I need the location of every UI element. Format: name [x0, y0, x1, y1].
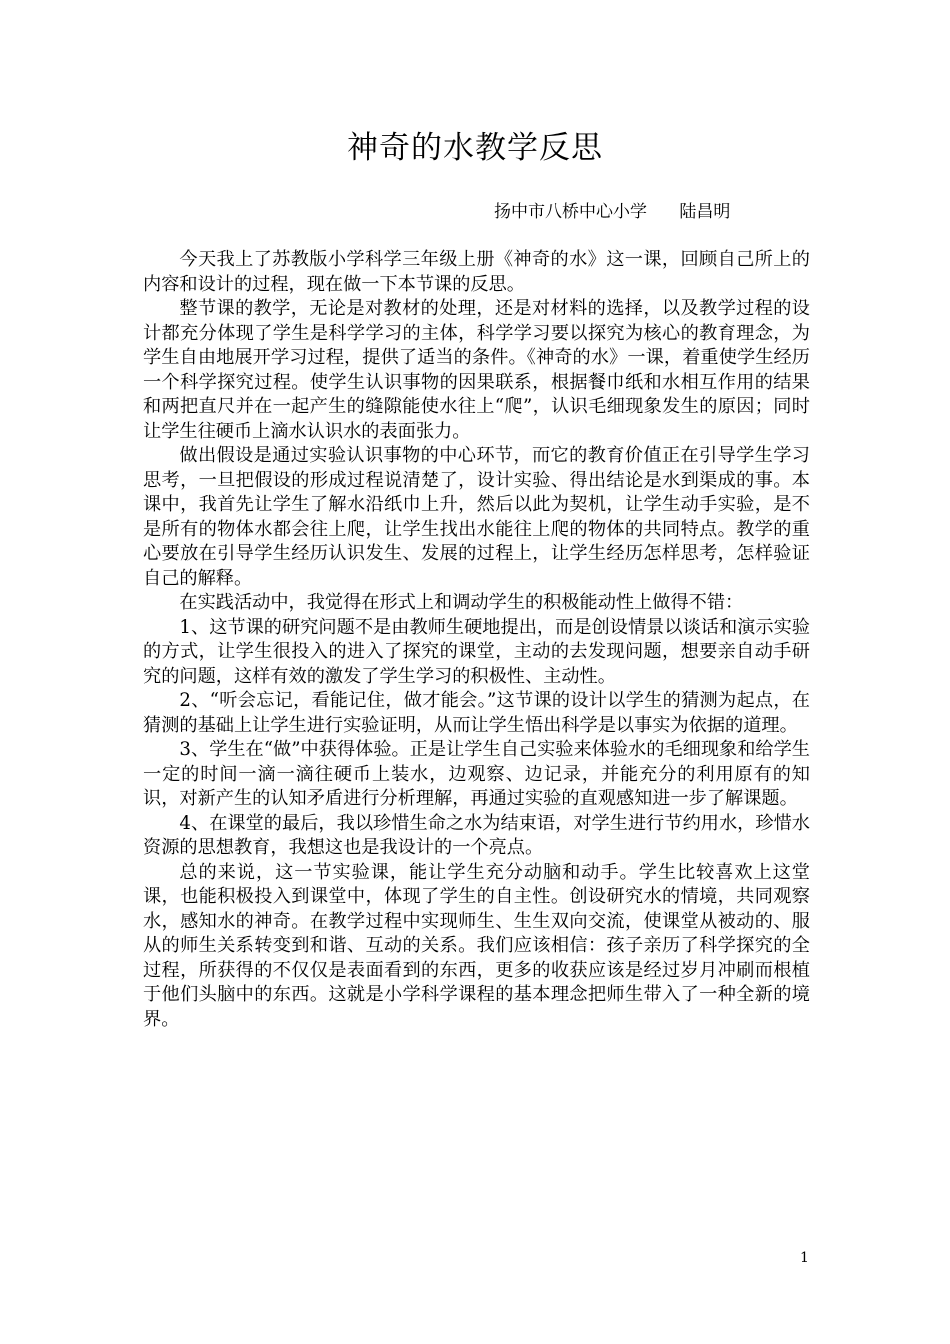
paragraph-point-3: 3、学生在“做”中获得体验。正是让学生自己实验来体验水的毛细现象和给学生一定的时间一滴一滴往硬币上装水，边观察、边记录，并能充分的利用原有的知识，对新产生的认知矛盾进行分析理解，再通过实验的直观感知进一步了解课题。 — [143, 739, 810, 809]
paragraph-summary: 总的来说，这一节实验课，能让学生充分动脑和动手。学生比较喜欢上这堂课，也能积极投入到课堂中，体现了学生的自主性。创设研究水的情境，共同观察水，感知水的神奇。在教学过程中实现师生、生生双向交流，使课堂从被动的、服从的师生关系转变到和谐、互动的关系。我们应该相信：孩子亲历了科学探究的全过程，所获得的不仅仅是表面看到的东西，更多的收获应该是经过岁月冲刷而根植于他们头脑中的东西。这就是小学科学课程的基本理念把师生带入了一种全新的境界。 — [143, 861, 810, 1030]
document-body — [143, 248, 810, 1032]
paragraph-point-2: 2、“听会忘记，看能记住，做才能会。”这节课的设计以学生的猜测为起点，在猜测的基础上让学生进行实验证明，从而让学生悟出科学是以事实为依据的道理。 — [143, 690, 810, 736]
paragraph-overall-design: 整节课的教学，无论是对教材的处理，还是对材料的选择，以及教学过程的设计都充分体现了学生是科学学习的主体，科学学习要以探究为核心的教育理念，为学生自由地展开学习过程，提供了适当的条件。《神奇的水》一课，着重使学生经历一个科学探究过程。使学生认识事物的因果联系，根据餐巾纸和水相互作用的结果和两把直尺并在一起产生的缝隙能使水往上“爬”，认识毛细现象发生的原因；同时让学生往硬币上滴水认识水的表面张力。 — [143, 298, 810, 442]
paragraph-hypothesis: 做出假设是通过实验认识事物的中心环节，而它的教育价值正在引导学生学习思考，一旦把假设的形成过程说清楚了，设计实验、得出结论是水到渠成的事。本课中，我首先让学生了解水沿纸巾上升，然后以此为契机，让学生动手实验，是不是所有的物体水都会往上爬，让学生找出水能往上爬的物体的共同特点。教学的重心要放在引导学生经历认识发生、发展的过程上，让学生经历怎样思考，怎样验证自己的解释。 — [143, 445, 810, 589]
paragraph-point-1: 1、这节课的研究问题不是由教师生硬地提出，而是创设情景以谈话和演示实验的方式，让学生很投入的进入了探究的课堂，主动的去发现问题，想要亲自动手研究的问题，这样有效的激发了学生学习的积极性、主动性。 — [143, 616, 810, 687]
page-number: 1 — [800, 1250, 809, 1266]
paragraph-intro: 今天我上了苏教版小学科学三年级上册《神奇的水》这一课，回顾自己所上的内容和设计的过程，现在做一下本节课的反思。 — [143, 249, 810, 295]
document-title: 神奇的水教学反思 — [347, 130, 603, 166]
paragraph-practice-intro: 在实践活动中，我觉得在形式上和调动学生的积极能动性上做得不错： — [179, 592, 744, 613]
author-byline: 扬中市八桥中心小学 陆昌明 — [494, 202, 731, 222]
paragraph-point-4: 4、在课堂的最后，我以珍惜生命之水为结束语，对学生进行节约用水，珍惜水资源的思想教育，我想这也是我设计的一个亮点。 — [143, 812, 810, 858]
